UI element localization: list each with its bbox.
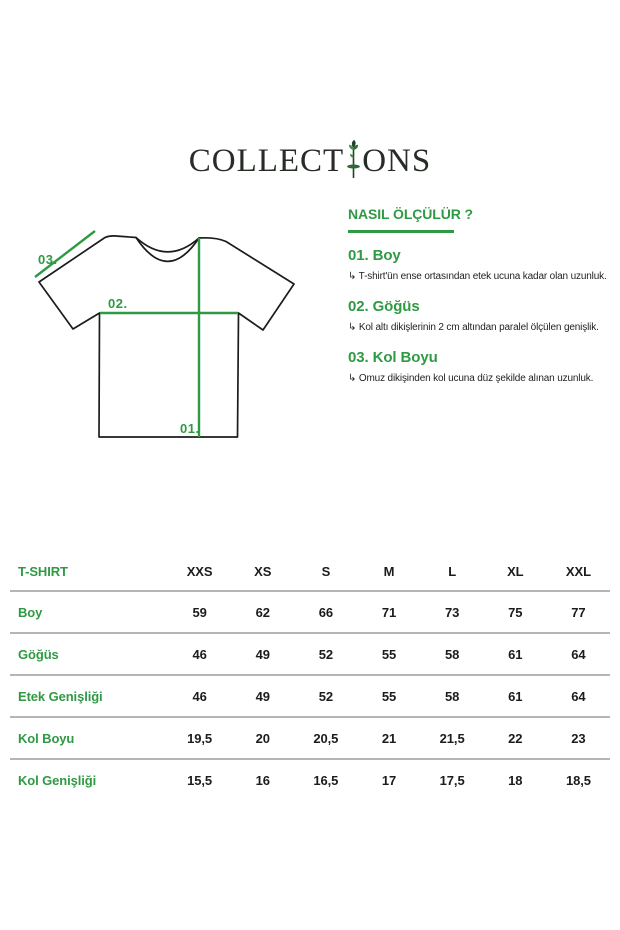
tshirt-collar	[136, 238, 199, 262]
size-table	[10, 553, 610, 800]
guide-item-label: 02. Göğüs	[348, 298, 420, 315]
cell-value: 19,5	[187, 730, 213, 746]
table-header-size: XXS	[186, 564, 213, 579]
cell-value: 75	[508, 604, 523, 620]
cell-value: 17,5	[439, 772, 465, 788]
cell-value: 21	[381, 730, 397, 746]
cell-value: 18	[508, 772, 523, 788]
cell-value: 61	[508, 646, 523, 662]
guide-title-underline	[348, 230, 454, 233]
cell-value: 61	[508, 688, 523, 704]
cell-value: 23	[571, 730, 586, 746]
row-label: Kol Boyu	[18, 730, 75, 746]
row-label: Kol Genişliği	[18, 772, 97, 788]
guide-item-kol-boyu	[348, 349, 616, 385]
cell-value: 18,5	[565, 772, 591, 788]
row-label: Göğüs	[18, 646, 59, 662]
guide-item-label: 03. Kol Boyu	[348, 349, 438, 366]
guide-item-boy	[348, 247, 616, 283]
cell-value: 21,5	[439, 730, 465, 746]
table-header-size: XL	[507, 564, 524, 579]
cell-value: 71	[381, 604, 397, 620]
table-row	[10, 634, 610, 676]
cell-value: 64	[571, 688, 586, 704]
cell-value: 16	[255, 772, 270, 788]
guide-item-desc: ↳ T-shirt'ün ense ortasından etek ucuna kadar olan uzunluk.	[348, 271, 607, 282]
table-header-size: L	[448, 564, 457, 579]
guide-item-desc: ↳ Omuz dikişinden kol ucuna düz şekilde alınan uzunluk.	[348, 373, 594, 384]
cell-value: 52	[318, 646, 333, 662]
cell-value: 49	[255, 688, 270, 704]
cell-value: 64	[571, 646, 586, 662]
table-row	[10, 676, 610, 718]
cell-value: 55	[381, 688, 397, 704]
cell-value: 16,5	[313, 772, 339, 788]
cell-value: 59	[192, 604, 207, 620]
guide-title: NASIL ÖLÇÜLÜR ?	[348, 206, 474, 222]
cell-value: 17	[381, 772, 397, 788]
tshirt-outline	[39, 236, 294, 437]
brand-logo	[0, 138, 620, 184]
cell-value: 55	[381, 646, 397, 662]
tshirt-measurement-diagram	[10, 215, 330, 455]
cell-value: 58	[445, 646, 460, 662]
size-table-header-row	[10, 553, 610, 592]
cell-value: 58	[445, 688, 460, 704]
measure-label-02: 02.	[108, 296, 128, 311]
table-row	[10, 760, 610, 800]
guide-item-desc: ↳ Kol altı dikişlerinin 2 cm altından paralel ölçülen genişlik.	[348, 322, 599, 333]
table-header-product: T-SHIRT	[18, 564, 68, 579]
cell-value: 22	[508, 730, 523, 746]
guide-item-gogus	[348, 298, 616, 334]
cell-value: 15,5	[187, 772, 213, 788]
table-header-size: XXL	[565, 564, 591, 579]
table-header-size: XS	[254, 564, 272, 579]
cell-value: 20	[255, 730, 270, 746]
cell-value: 46	[192, 688, 207, 704]
measure-label-01: 01.	[180, 421, 200, 436]
logo-text-right: ONS	[362, 142, 432, 179]
guide-item-label: 01. Boy	[348, 247, 401, 264]
cell-value: 73	[445, 604, 460, 620]
cell-value: 66	[318, 604, 333, 620]
cell-value: 52	[318, 688, 333, 704]
table-row	[10, 718, 610, 760]
cell-value: 20,5	[313, 730, 339, 746]
cell-value: 77	[571, 604, 586, 620]
row-label: Boy	[18, 604, 43, 620]
cell-value: 62	[255, 604, 270, 620]
table-header-size: M	[383, 564, 395, 579]
sprout-icon	[346, 138, 361, 180]
table-header-size: S	[321, 564, 331, 579]
measure-guide	[348, 206, 616, 400]
cell-value: 46	[192, 646, 207, 662]
row-label: Etek Genişliği	[18, 688, 103, 704]
cell-value: 49	[255, 646, 270, 662]
table-row	[10, 592, 610, 634]
logo-text-left: COLLECT	[188, 142, 345, 179]
measure-label-03: 03.	[38, 252, 58, 267]
